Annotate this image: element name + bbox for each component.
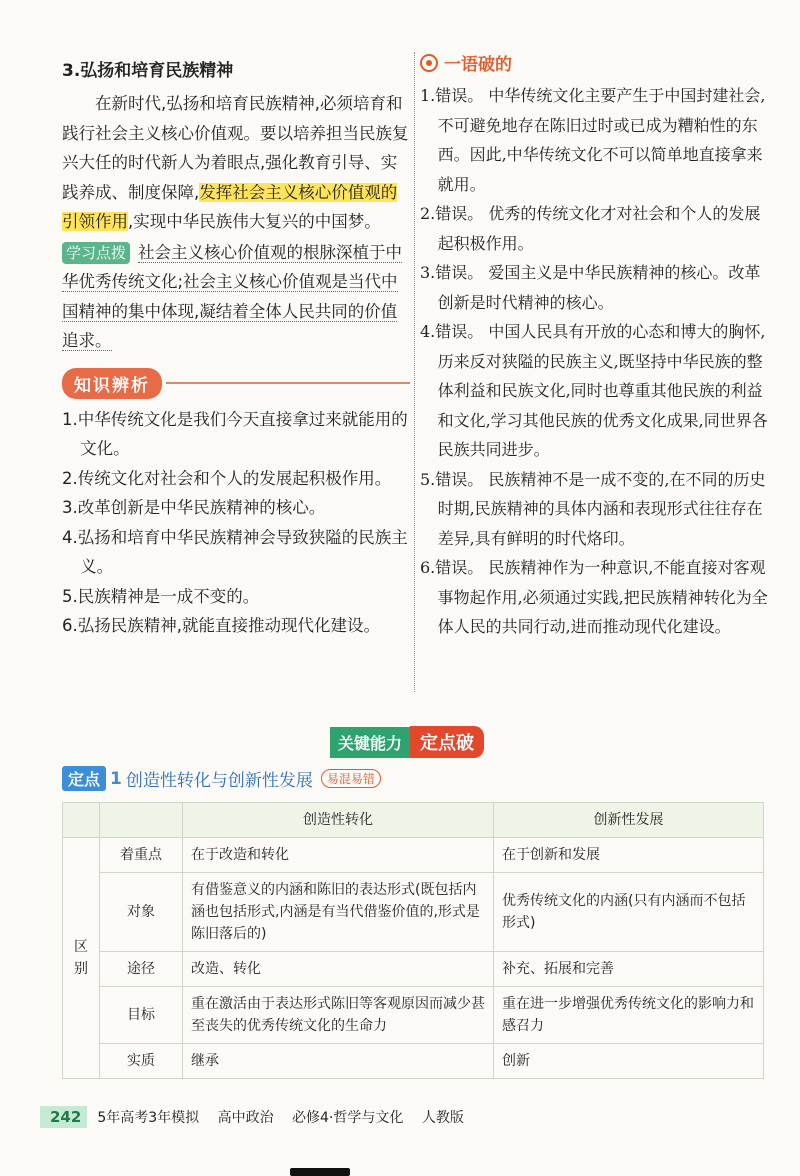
study-tip-tag: 学习点拨 <box>62 242 130 264</box>
keypoint-title: 创造性转化与创新性发展 <box>125 771 313 791</box>
column-divider <box>414 52 415 692</box>
cell-a: 重在激活由于表达形式陈旧等客观原因而减少甚至丧失的优秀传统文化的生命力 <box>183 987 494 1044</box>
banner-part-a: 关键能力 <box>330 727 410 758</box>
key-ability-banner <box>330 726 484 758</box>
answer-item: 1.错误。 中华传统文化主要产生于中国封建社会,不可避免地存在陈旧过时或已成为糟粕性的东西。因此,中华传统文化不可以简单地直接拿来就用。 <box>420 86 766 194</box>
knowledge-discrimination-badge: 知识辨析 <box>62 368 162 399</box>
table-row <box>63 1044 764 1079</box>
column-header-a: 创造性转化 <box>183 803 494 838</box>
comparison-table <box>62 802 764 1079</box>
subject-label: 高中政治 <box>217 1110 274 1126</box>
answer-item: 2.错误。 优秀的传统文化才对社会和个人的发展起积极作用。 <box>420 204 761 253</box>
cell-a: 继承 <box>183 1044 494 1079</box>
answers-heading-text: 一语破的 <box>444 55 512 75</box>
cell-a: 改造、转化 <box>183 952 494 987</box>
confusion-badge: 易混易错 <box>321 769 381 788</box>
row-label: 着重点 <box>100 838 183 873</box>
answers-heading <box>420 50 772 75</box>
paragraph-part-b: ,实现中华民族伟大复兴的中国梦。 <box>128 212 381 231</box>
header-rule <box>166 382 410 384</box>
table-row <box>63 952 764 987</box>
main-paragraph <box>62 89 410 237</box>
book-title: 5年高考3年模拟 <box>97 1110 200 1126</box>
keypoint-number: 1 <box>110 768 122 789</box>
cell-b: 优秀传统文化的内涵(只有内涵而不包括形式) <box>494 873 764 952</box>
side-label: 区别 <box>63 838 100 1079</box>
row-label: 对象 <box>100 873 183 952</box>
answer-item: 4.错误。 中国人民具有开放的心态和博大的胸怀,历来反对狭隘的民族主义,既坚持中华民族的整体利益和民族文化,同时也尊重其他民族的利益和文化,学习其他民族的优秀文化成果,同世界各民族共同进步。 <box>420 322 768 459</box>
question-item: 6.弘扬民族精神,就能直接推动现代化建设。 <box>62 616 380 635</box>
question-item: 5.民族精神是一成不变的。 <box>62 586 260 606</box>
question-item: 4.弘扬和培育中华民族精神会导致狭隘的民族主义。 <box>62 527 408 576</box>
left-column <box>62 50 410 641</box>
study-tip-text: 社会主义核心价值观的根脉深植于中华优秀传统文化;社会主义核心价值观是当代中国精神的集中体现,凝结着全体人民共同的价值追求。 <box>62 242 403 350</box>
footer-text <box>97 1107 478 1127</box>
header-blank <box>100 803 183 838</box>
cell-b: 补充、拓展和完善 <box>494 952 764 987</box>
cell-b: 重在进一步增强优秀传统文化的影响力和感召力 <box>494 987 764 1044</box>
edition-label: 人教版 <box>421 1110 464 1126</box>
cell-b: 在于创新和发展 <box>494 838 764 873</box>
answer-item: 3.错误。 爱国主义是中华民族精神的核心。改革创新是时代精神的核心。 <box>420 263 761 312</box>
table-row <box>63 873 764 952</box>
cell-b: 创新 <box>494 1044 764 1079</box>
knowledge-discrimination-header <box>62 368 410 399</box>
table-row <box>63 838 764 873</box>
table-row <box>63 987 764 1044</box>
answer-item: 5.错误。 民族精神不是一成不变的,在不同的历史时期,民族精神的具体内涵和表现形式往往存在差异,具有鲜明的时代烙印。 <box>420 469 766 548</box>
answer-list <box>420 81 772 642</box>
row-label: 实质 <box>100 1044 183 1079</box>
column-header-b: 创新性发展 <box>494 803 764 838</box>
row-label: 途径 <box>100 952 183 987</box>
keypoint-tag: 定点 <box>62 766 106 791</box>
volume-label: 必修4·哲学与文化 <box>292 1110 404 1126</box>
right-column <box>420 50 772 642</box>
row-label: 目标 <box>100 987 183 1044</box>
page-footer <box>40 1106 478 1128</box>
cell-a: 有借鉴意义的内涵和陈旧的表达形式(既包括内涵也包括形式,内涵是有当代借鉴价值的,形式是陈旧落后的) <box>183 873 494 952</box>
table-header-row <box>63 803 764 838</box>
question-item: 3.改革创新是中华民族精神的核心。 <box>62 498 326 517</box>
banner-part-b: 定点破 <box>410 726 484 758</box>
header-blank <box>63 803 100 838</box>
cell-a: 在于改造和转化 <box>183 838 494 873</box>
bottom-edge-mark <box>290 1168 350 1176</box>
question-item: 2.传统文化对社会和个人的发展起积极作用。 <box>62 468 392 488</box>
paragraph-part-a: 在新时代,弘扬和培育民族精神,必须培育和践行社会主义核心价值观。要以培养担当民族复兴大任的时代新人为着眼点,强化教育引导、实践养成、制度保障, <box>62 94 409 202</box>
study-tip <box>62 238 410 356</box>
page-number: 242 <box>40 1106 87 1128</box>
question-list <box>62 405 410 641</box>
keypoint-header <box>62 766 381 791</box>
highlighted-text: 发挥社会主义核心价值观的引领作用 <box>62 182 398 231</box>
answer-item: 6.错误。 民族精神作为一种意识,不能直接对客观事物起作用,必须通过实践,把民族精神转化为全体人民的共同行动,进而推动现代化建设。 <box>420 558 768 636</box>
question-item: 1.中华传统文化是我们今天直接拿过来就能用的文化。 <box>62 409 408 458</box>
section-title: 3.弘扬和培育民族精神 <box>62 61 234 81</box>
target-icon <box>420 54 438 72</box>
